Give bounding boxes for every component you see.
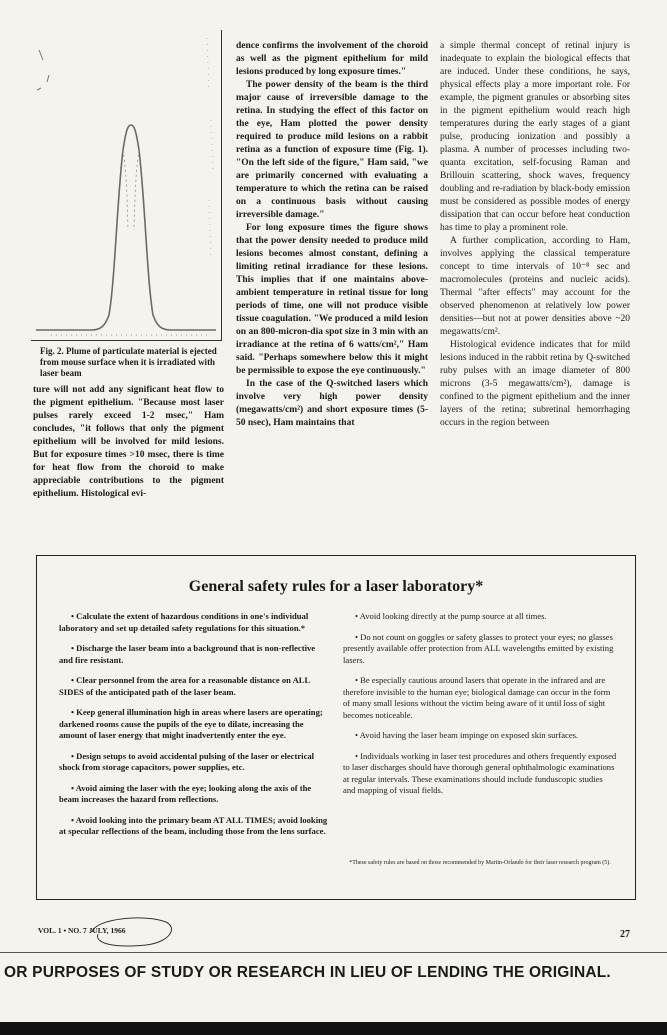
safety-rules-box — [36, 555, 636, 900]
rule-item: • Calculate the extent of hazardous conditions in one's individual laboratory and set up detailed safety regulations for this situation.* — [59, 611, 309, 633]
safety-box-title: General safety rules for a laser laboratory* — [188, 578, 484, 595]
paragraph: A further complication, according to Ham, involves applying the classical temperature concept to time intervals of 10⁻⁸ sec and macromolecules (proteins and nucleic acids). Thermal "after effects" may account for the observed phenomenon at relatively low power densities—but not at power densities above ~20 megawatts/cm². — [440, 236, 630, 337]
paragraph: In the case of the Q-switched lasers which involve very high power density (megawatts/cm²) and short exposure times (5-50 nsec), Ham maintains that — [236, 379, 428, 428]
rule-item: • Individuals working in laser test procedures and others frequently exposed to laser discharges should have thorough general ophthalmologic examinations at regular intervals. These examinations should include funduscopic studies and mapping of visual fields. — [343, 750, 617, 795]
article-column-1 — [33, 384, 224, 501]
rule-item: • Avoid looking into the primary beam AT ALL TIMES; avoid looking at specular reflections of the beam, including those from the lens surface. — [59, 814, 328, 836]
rule-item: • Design setups to avoid accidental pulsing of the laser or electrical shock from storage capacitors, power supplies, etc. — [59, 750, 315, 772]
paragraph: a simple thermal concept of retinal injury is inadequate to explain the biological effects that are induced. Under these conditions, he says, physical effects play a more important role. For example, the pigment granules or absorbing sites in the pigment epithelium would reach high temperatures during the early stages of a giant pulse, producing ionization and possibly a plasma. A number of processes including two-quanta excitation, self-focusing Raman and Brillouin scattering, shock waves, frequency doubling and re-radiation by black-body emission must be considered as possible modes of energy dissipation that can occur before heat conduction has time to play a prominent role. — [440, 41, 630, 233]
rule-item: • Clear personnel from the area for a reasonable distance on ALL SIDES of the anticipated path of the laser beam. — [59, 675, 310, 697]
rule-item: • Be especially cautious around lasers that operate in the infrared and are therefore invisible to the human eye; biological damage can occur in the form of many small lesions without the victim being aware of it until loss of sight becomes noticeable. — [343, 675, 611, 720]
plume-illustration — [31, 30, 221, 340]
rule-item: • Avoid aiming the laser with the eye; looking along the axis of the beam increases the hazard from reflections. — [59, 782, 312, 804]
page-number: 27 — [620, 929, 630, 940]
paragraph: dence confirms the involvement of the choroid as well as the pigment epithelium for mild lesions produced by long exposure times." — [236, 41, 428, 77]
rule-item: • Do not count on goggles or safety glasses to protect your eyes; no glasses presently available offer protection from ALL wavelengths emitted by existing lasers. — [343, 631, 614, 665]
paragraph: For long exposure times the figure shows that the power density needed to produce mild lesions becomes almost constant, defining a limiting retinal irradiance for these lesions. This implies that if one maintains above-ambient temperature in retinal tissue for long periods of time, one will not produce visible tissue coagulation. "We produced a mild lesion on an 800-micron-dia spot size in 3 min with an irradiance at the retina of 6 watts/cm²," Ham said. "Perhaps somewhere below this it might be permissible to expose the eye continuously." — [236, 223, 428, 376]
safety-footnote: *These safety rules are based on those recommended by Martin-Orlando for their laser research program (5). — [349, 860, 611, 866]
figure-caption: Fig. 2. Plume of particulate material is ejected from mouse surface when it is irradiated with laser beam — [40, 346, 217, 378]
paragraph: ture will not add any significant heat flow to the pigment epithelium. "Because most laser pulses rarely exceed 1-2 msec," Ham concludes, "it follows that only the pigment epithelium will be involved for mild lesions. But for exposure times >10 msec, there is time for heat flow from the choroid to make appreciable contributions to the pigment epithelium. Histological evi- — [33, 385, 224, 499]
article-column-3 — [440, 40, 630, 430]
rule-item: • Avoid having the laser beam impinge on exposed skin surfaces. — [355, 730, 579, 740]
rule-item: • Avoid looking directly at the pump source at all times. — [355, 611, 547, 621]
rule-item: • Discharge the laser beam into a background that is non-reflective and fire resistant. — [59, 643, 316, 665]
safety-rules-right — [343, 611, 617, 806]
reproduction-banner: OR PURPOSES OF STUDY OR RESEARCH IN LIEU OF LENDING THE ORIGINAL. — [4, 964, 611, 981]
volume-issue-label: VOL. 1 • NO. 7 JULY, 1966 — [38, 926, 126, 935]
handwritten-circle-mark — [86, 912, 176, 948]
figure-plume-photo — [31, 30, 222, 341]
safety-rules-left — [59, 611, 329, 847]
paragraph: Histological evidence indicates that for mild lesions induced in the rabbit retina by Q-switched ruby pulses with an image diameter of 800 microns (3-5 megawatts/cm²), damage is confined to the pigment epithelium and the inner layers of the retina; subretinal hemorrhaging occurs in the region between — [440, 340, 630, 428]
scan-edge-bar — [0, 1022, 667, 1035]
footer-rule — [0, 952, 667, 953]
article-column-2 — [236, 40, 428, 430]
rule-item: • Keep general illumination high in areas where lasers are operating; darkened rooms cause the pupils of the eye to dilate, increasing the amount of laser energy that might inadvertently enter the eye. — [59, 707, 323, 740]
paragraph: The power density of the beam is the third major cause of irreversible damage to the retina. In studying the effect of this factor on the eye, Ham plotted the power density required to produce mild lesions on a rabbit retina as a function of exposure time (Fig. 1). "On the left side of the figure," Ham said, "we are primarily concerned with evaluating a temperature to which the retina can be raised on a continuous basis without causing irreversible damage." — [236, 80, 428, 220]
